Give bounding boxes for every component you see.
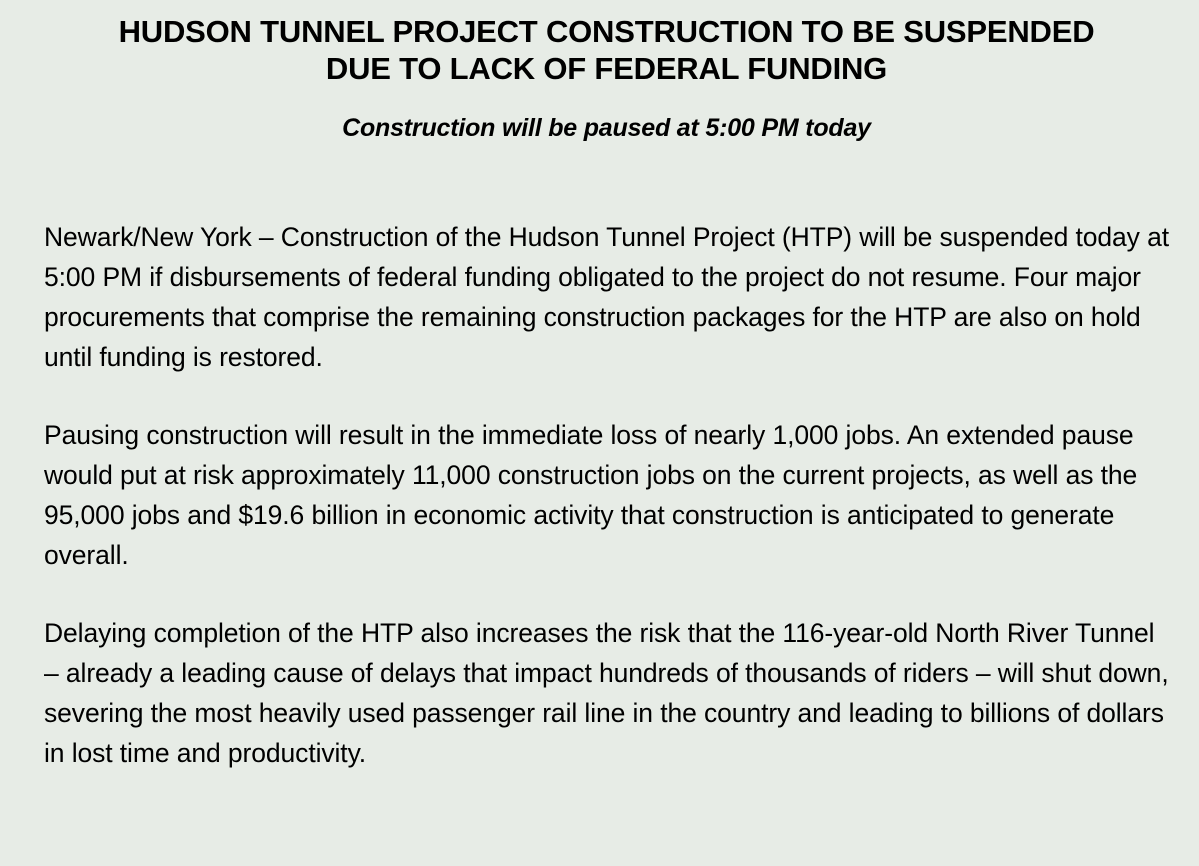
paragraph: Pausing construction will result in the immediate loss of nearly 1,000 jobs. An extended pause would put at risk approximately 11,000 construction jobs on the current projects, as well as the 95,000 jobs and $19.6 billion in economic activity that construction is anticipated to generate overall. xyxy=(44,420,1138,571)
paragraph: Newark/New York – Construction of the Hudson Tunnel Project (HTP) will be suspended today at 5:00 PM if disbursements of federal funding obligated to the project do not resume. Four major procurements that comprise the remaining construction packages for the HTP are also on hold until funding is restored. xyxy=(44,222,1169,373)
body-copy xyxy=(40,217,1173,773)
subtitle: Construction will be paused at 5:00 PM today xyxy=(342,114,871,143)
paragraph: Delaying completion of the HTP also increases the risk that the 116-year-old North River Tunnel – already a leading cause of delays that impact hundreds of thousands of riders – will shut down, severing the most heavily used passenger rail line in the country and leading to billions of dollars in lost time and productivity. xyxy=(44,618,1169,769)
page-title: HUDSON TUNNEL PROJECT CONSTRUCTION TO BE SUSPENDED DUE TO LACK OF FEDERAL FUNDING xyxy=(118,14,1095,86)
